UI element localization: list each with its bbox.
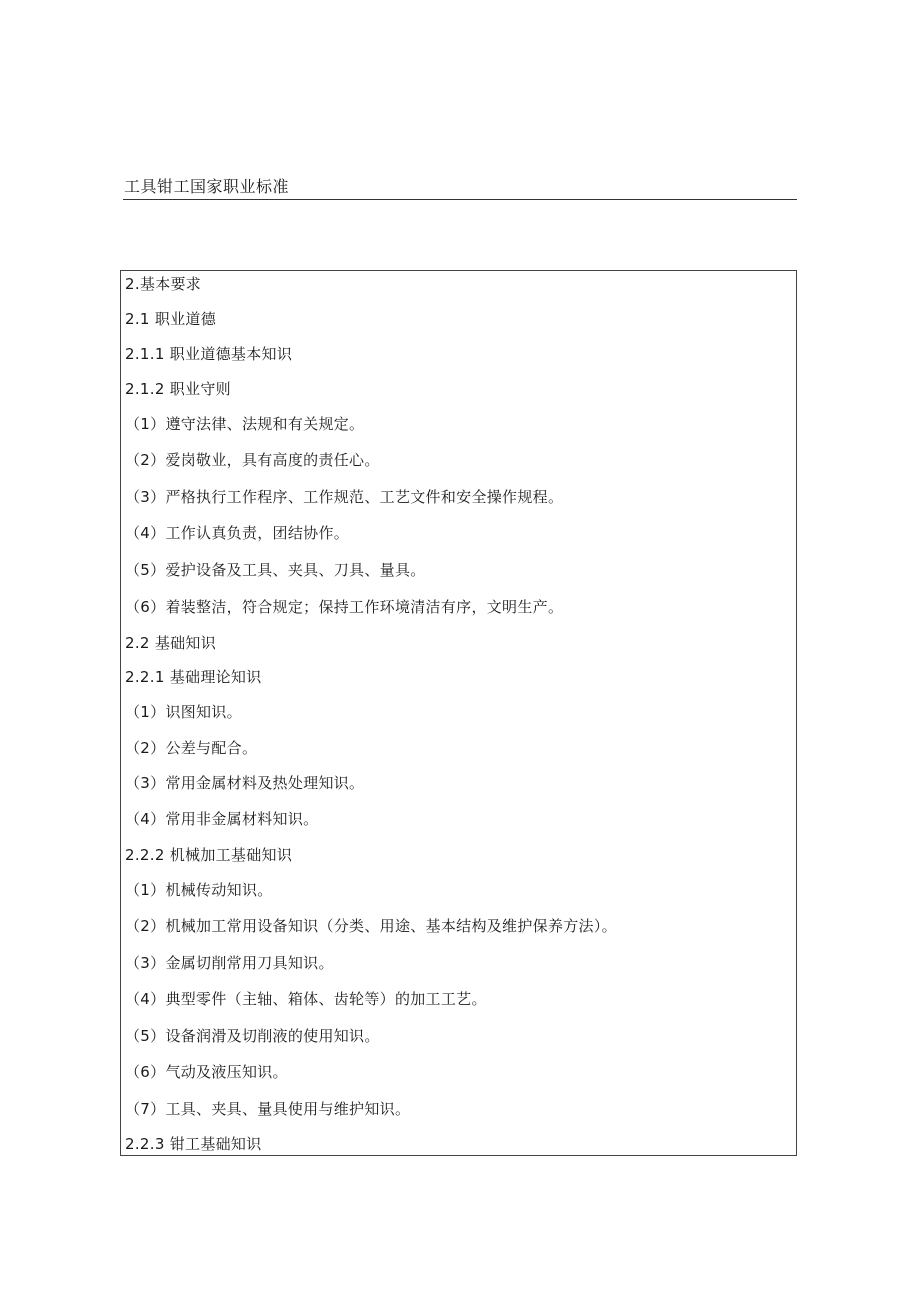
list-item: （2）爱岗敬业，具有高度的责任心。: [125, 451, 380, 469]
list-item: （1）遵守法律、法规和有关规定。: [125, 415, 365, 433]
list-item: （3）金属切削常用刀具知识。: [125, 954, 334, 972]
list-item: （4）典型零件（主轴、箱体、齿轮等）的加工工艺。: [125, 990, 487, 1008]
list-item: （5）设备润滑及切削液的使用知识。: [125, 1027, 380, 1045]
subsection-heading: 2.2.1 基础理论知识: [125, 668, 262, 686]
list-item: （2）公差与配合。: [125, 739, 258, 757]
subsection-heading: 2.1.2 职业守则: [125, 380, 231, 398]
list-item: （1）机械传动知识。: [125, 881, 273, 899]
list-item: （6）着装整洁，符合规定；保持工作环境清洁有序，文明生产。: [125, 598, 564, 616]
content-table-cell: [120, 270, 797, 1156]
list-item: （4）工作认真负责，团结协作。: [125, 524, 350, 542]
subsection-heading: 2.1.1 职业道德基本知识: [125, 345, 293, 363]
list-item: （3）严格执行工作程序、工作规范、工艺文件和安全操作规程。: [125, 488, 564, 506]
section-heading: 2.基本要求: [125, 275, 202, 293]
list-item: （4）常用非金属材料知识。: [125, 810, 319, 828]
list-item: （6）气动及液压知识。: [125, 1063, 288, 1081]
page-header: [123, 176, 797, 200]
list-item: （5）爱护设备及工具、夹具、刀具、量具。: [125, 561, 426, 579]
list-item: （3）常用金属材料及热处理知识。: [125, 774, 365, 792]
section-heading: 2.2 基础知识: [125, 634, 217, 652]
section-heading: 2.1 职业道德: [125, 310, 217, 328]
subsection-heading: 2.2.3 钳工基础知识: [125, 1135, 262, 1153]
list-item: （1）识图知识。: [125, 703, 242, 721]
subsection-heading: 2.2.2 机械加工基础知识: [125, 846, 293, 864]
list-item: （2）机械加工常用设备知识（分类、用途、基本结构及维护保养方法）。: [125, 917, 617, 935]
document-title: 工具钳工国家职业标准: [124, 177, 290, 196]
list-item: （7）工具、夹具、量具使用与维护知识。: [125, 1100, 411, 1118]
